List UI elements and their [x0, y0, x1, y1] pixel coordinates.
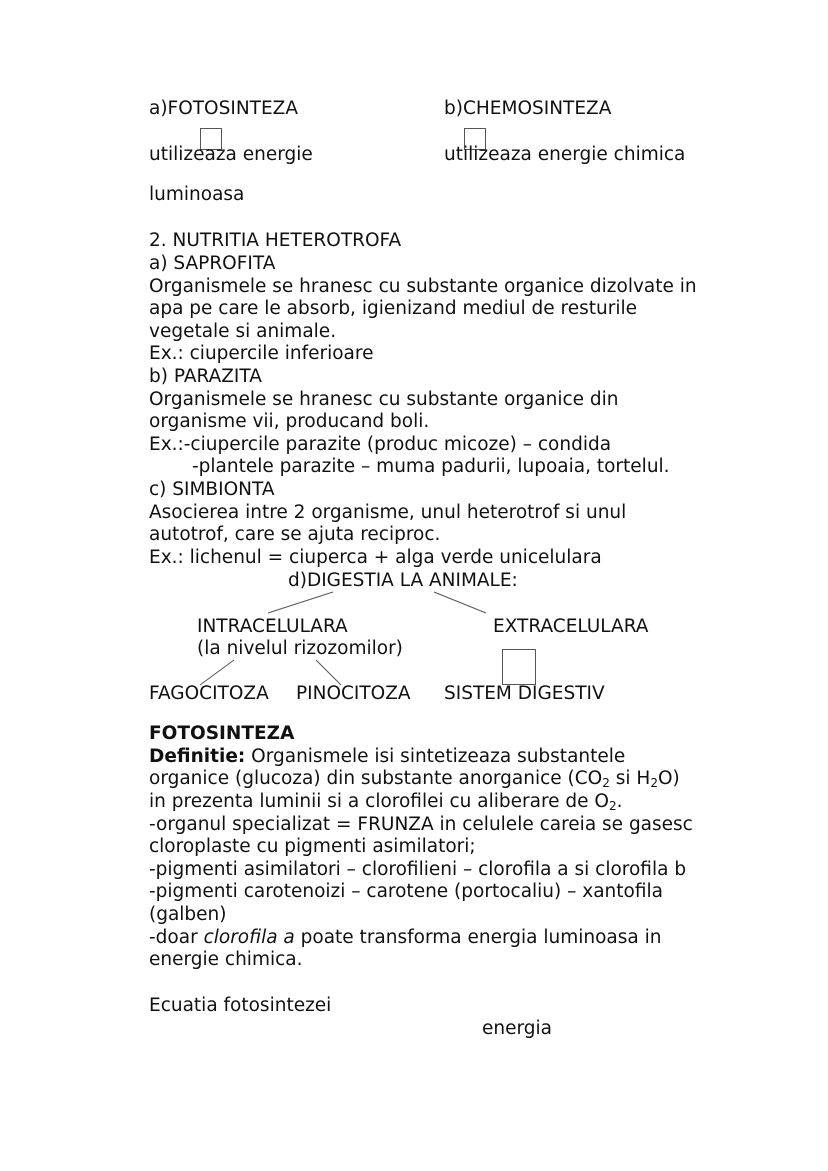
simbionta-title: c) SIMBIONTA: [149, 479, 275, 500]
paragraph-line: cloroplaste cu pigmenti asimilatori;: [149, 836, 476, 857]
paragraph-line: -pigmenti asimilatori – clorofilieni – clorofila a si clorofila b: [149, 859, 687, 880]
line-to-extracelulara: [434, 592, 486, 613]
paragraph-line: -doar clorofila a poate transforma energia luminoasa in: [149, 927, 662, 948]
extracelulara-label: EXTRACELULARA: [493, 616, 649, 637]
paragraph-line: Organismele se hranesc cu substante organice dizolvate in: [149, 276, 697, 297]
line-to-intracelulara: [268, 592, 333, 613]
paragraph-line: -organul specializat = FRUNZA in celulele careia se gasesc: [149, 814, 693, 835]
example-line: Ex.:-ciupercile parazite (produc micoze) – condida: [149, 434, 612, 455]
paragraph-line: autotrof, care se ajuta reciproc.: [149, 524, 441, 545]
example-line: Ex.: lichenul = ciuperca + alga verde unicelulara: [149, 547, 602, 568]
definition-line: in prezenta luminii si a clorofilei cu aliberare de $O_2$.: [149, 791, 623, 813]
connector-box: [502, 649, 536, 685]
fotosinteza-heading: FOTOSINTEZA: [149, 723, 295, 744]
paragraph-line: Asocierea intre 2 organisme, unul heterotrof si unul: [149, 502, 627, 523]
definition-label: Definitie:: [149, 746, 246, 767]
paragraph-line: energie chimica.: [149, 949, 303, 970]
intracelulara-note: (la nivelul rizozomilor): [197, 638, 403, 659]
example-line: Ex.: ciupercile inferioare: [149, 343, 374, 364]
definition-line: Definitie: Organismele isi sintetizeaza substantele: [149, 746, 626, 767]
paragraph-line: organisme vii, producand boli.: [149, 411, 430, 432]
saprofita-title: a) SAPROFITA: [149, 253, 276, 274]
definition-line: organice (glucoza) din substante anorganice ($CO_2$ si $H_2O$): [149, 768, 680, 790]
chemosinteza-desc: utilizeaza energie chimica: [444, 144, 686, 165]
intracelulara-label: INTRACELULARA: [197, 616, 348, 637]
digestie-title: d)DIGESTIA LA ANIMALE:: [288, 570, 518, 591]
fotosinteza-type-title: a)FOTOSINTEZA: [149, 98, 298, 119]
equation-energia-label: energia: [482, 1018, 552, 1039]
paragraph-line: Organismele se hranesc cu substante organice din: [149, 389, 619, 410]
equation-title: Ecuatia fotosintezei: [149, 995, 332, 1016]
line-to-fagocitoza: [200, 660, 234, 685]
example-line-indent: -plantele parazite – muma padurii, lupoaia, tortelul.: [192, 456, 670, 477]
fotosinteza-desc-cont: luminoasa: [149, 184, 245, 205]
paragraph-line: -pigmenti carotenoizi – carotene (portocaliu) – xantofila: [149, 881, 663, 902]
paragraph-line: vegetale si animale.: [149, 321, 337, 342]
chemosinteza-type-title: b)CHEMOSINTEZA: [444, 98, 612, 119]
paragraph-line: apa pe care le absorb, igienizand mediul de resturile: [149, 298, 637, 319]
sistem-digestiv-label: SISTEM DIGESTIV: [444, 683, 605, 704]
paragraph-line: (galben): [149, 904, 227, 925]
fotosinteza-desc: utilizeaza energie: [149, 144, 313, 165]
section-heading: 2. NUTRITIA HETEROTROFA: [149, 230, 402, 251]
pinocitoza-label: PINOCITOZA: [296, 683, 411, 704]
fagocitoza-label: FAGOCITOZA: [149, 683, 269, 704]
line-to-pinocitoza: [316, 660, 341, 685]
parazita-title: b) PARAZITA: [149, 366, 262, 387]
